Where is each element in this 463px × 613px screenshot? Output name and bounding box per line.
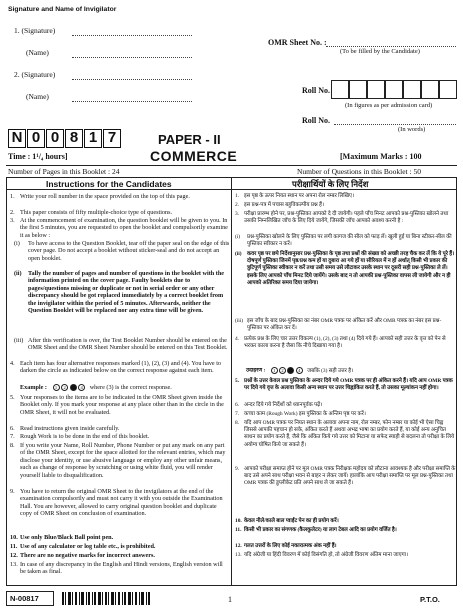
example-circle-2: 2	[61, 384, 68, 391]
paper-code-digit: 1	[84, 129, 102, 148]
name-1-line[interactable]	[72, 57, 192, 58]
omr-sheet-note: (To be filled by the Candidate)	[340, 48, 420, 55]
roll-digit-box-4[interactable]	[385, 80, 403, 99]
roll-digit-box-3[interactable]	[367, 80, 385, 99]
name-2-line[interactable]	[72, 101, 192, 102]
omr-sheet-label: OMR Sheet No. :	[268, 38, 327, 47]
roll-digit-box-7[interactable]	[439, 80, 457, 99]
roll-words-note: (In words)	[398, 126, 426, 133]
roll-words-label: Roll No.	[302, 116, 330, 125]
hindi-heading: परीक्षार्थियों के लिए निर्देश	[292, 179, 369, 189]
paper-code-digit: 7	[103, 129, 121, 148]
roll-digit-box-1[interactable]	[331, 80, 349, 99]
omr-sheet-line[interactable]	[326, 46, 456, 47]
page-number: 1	[228, 595, 232, 604]
pages-count: Number of Pages in this Booklet : 24	[8, 167, 120, 176]
signature-1-label: 1. (Signature)	[14, 26, 56, 35]
example-circle-3-filled	[70, 384, 77, 391]
invigilator-title: Signature and Name of Invigilator	[8, 6, 117, 13]
roll-digit-box-6[interactable]	[421, 80, 439, 99]
example-circle-1: 1	[53, 384, 60, 391]
hindi-example-label: उदाहरण :	[246, 367, 266, 374]
paper-code-digit: 0	[27, 129, 45, 148]
signature-2-line[interactable]	[72, 79, 192, 80]
hindi-example-circle-3-filled	[287, 367, 294, 374]
name-1-label: (Name)	[26, 48, 49, 57]
name-2-label: (Name)	[26, 92, 49, 101]
signature-2-label: 2. (Signature)	[14, 70, 56, 79]
footer-paper-code: N-00817	[10, 594, 39, 603]
roll-number-label: Roll No.	[302, 86, 330, 95]
time-label: Time : 1¹/₄ hours]	[8, 152, 68, 161]
paper-code-digit: N	[8, 129, 26, 148]
example-note: where (3) is the correct response.	[89, 384, 172, 391]
pto-label: P.T.O.	[420, 595, 440, 604]
example-circle-4: 4	[78, 384, 85, 391]
english-heading: Instructions for the Candidates	[46, 179, 172, 189]
max-marks-label: [Maximum Marks : 100	[340, 152, 422, 161]
paper-title: PAPER - II	[158, 132, 221, 147]
roll-digit-box-5[interactable]	[403, 80, 421, 99]
paper-code-digit: 8	[65, 129, 83, 148]
hindi-example-row	[246, 367, 463, 375]
hindi-example-circle-1: 1	[271, 367, 278, 374]
paper-code-digit: 0	[46, 129, 64, 148]
roll-words-line[interactable]	[334, 124, 456, 125]
hindi-example-circle-2: 2	[279, 367, 286, 374]
roll-digit-box-2[interactable]	[349, 80, 367, 99]
subject-title: COMMERCE	[150, 148, 238, 164]
roll-number-note: (In figures as per admission card)	[345, 102, 433, 109]
example-row	[20, 384, 220, 391]
hindi-example-note: जबकि (3) सही उत्तर है।	[307, 367, 354, 374]
questions-count: Number of Questions in this Booklet : 50	[297, 167, 421, 176]
hindi-example-circle-4: 4	[296, 367, 303, 374]
signature-1-line[interactable]	[72, 35, 192, 36]
example-label: Example :	[20, 384, 47, 391]
